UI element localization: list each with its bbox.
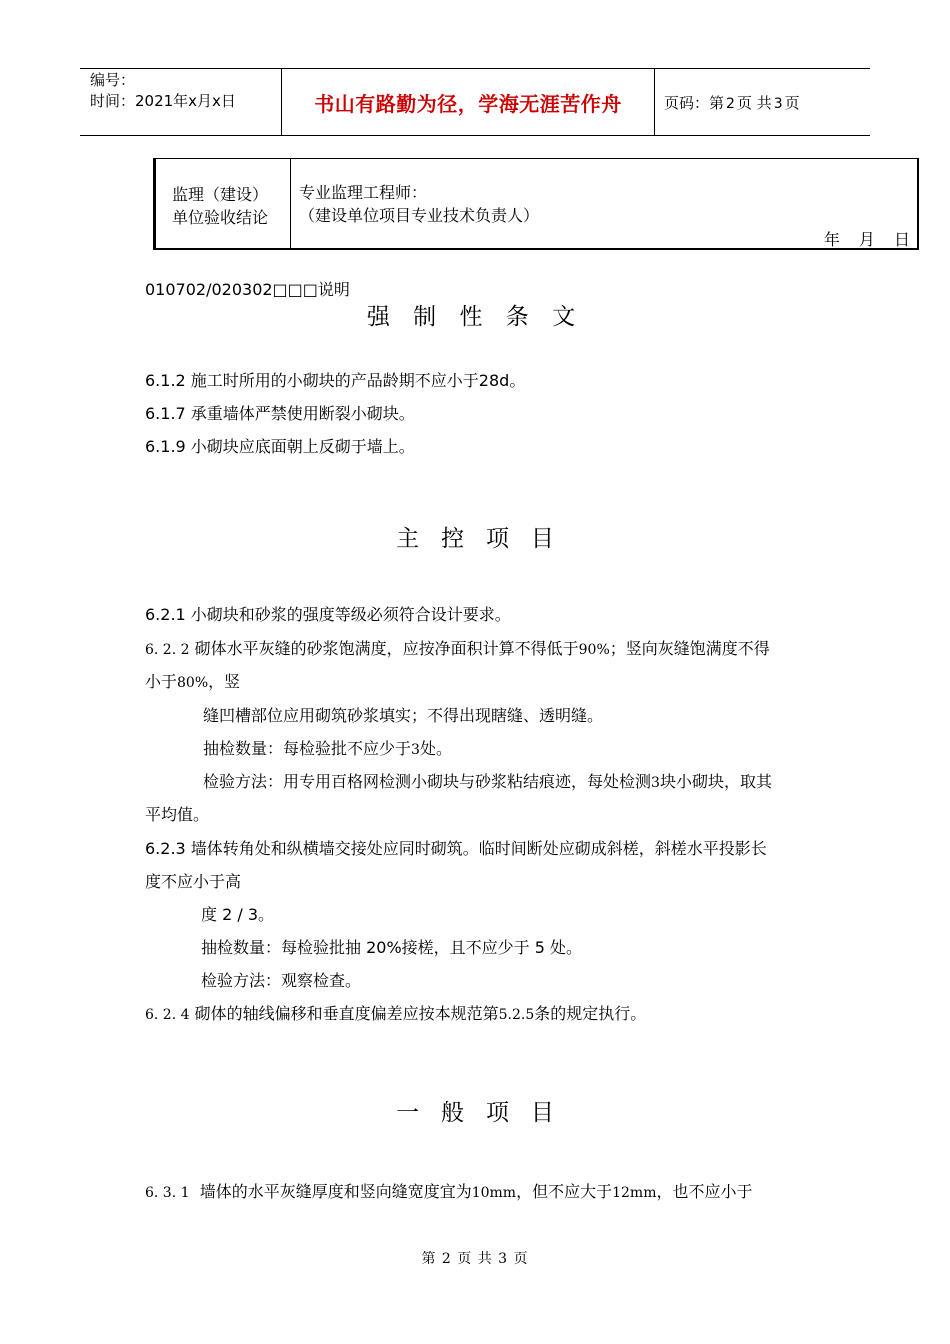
general-item-631-value-1: 10mm — [471, 1185, 517, 1201]
main-item-622-value-1: 90% — [578, 642, 610, 658]
supervision-signers — [299, 181, 539, 227]
main-item-621: 6.2.1 小砌块和砂浆的强度等级必须符合设计要求。 — [145, 605, 511, 624]
method-value: 3 — [651, 775, 660, 791]
supervision-date: 年 月 日 — [823, 230, 911, 249]
general-item-631 — [145, 1181, 753, 1204]
sampling-text-b: 处。 — [419, 739, 452, 758]
engineer-line: 专业监理工程师： — [299, 183, 428, 202]
general-item-631-text-b: ，但不应大于 — [516, 1182, 613, 1201]
supervision-label-line2: 单位验收结论 — [172, 208, 269, 227]
main-item-622-text-d: ，竖 — [208, 672, 241, 691]
general-item-631-text-a: 墙体的水平灰缝厚度和竖向缝宽度宜为 — [199, 1182, 472, 1201]
header-page-indicator — [664, 92, 800, 113]
page-mid: 页 共 — [736, 94, 772, 112]
header-meta — [90, 70, 236, 112]
page-footer: 第 2 页 共 3 页 — [421, 1251, 529, 1267]
supervision-label — [172, 183, 268, 229]
main-item-622-line1 — [145, 638, 770, 661]
main-item-623-method: 检验方法：观察检查。 — [201, 971, 362, 990]
main-item-622-text-a: 砌体水平灰缝的砂浆饱满度，应按净面积计算不得低于 — [194, 639, 579, 658]
general-item-631-text-c: ，也不应小于 — [656, 1182, 753, 1201]
sampling-value: 3 — [411, 742, 420, 758]
main-item-622-sampling — [203, 738, 452, 761]
main-item-624-text-a: 砌体的轴线偏移和垂直度偏差应按本规范第 — [194, 1004, 499, 1023]
supervision-label-line1: 监理（建设） — [172, 185, 269, 204]
document-time-label: 时间：2021年x月x日 — [90, 92, 236, 110]
main-item-623-line3: 度 2 / 3。 — [201, 905, 275, 924]
main-item-623-sampling: 抽检数量：每检验批抽 20%接槎，且不应少于 5 处。 — [201, 938, 583, 957]
document-number-label: 编号： — [90, 71, 136, 89]
header-motto: 书山有路勤为径，学海无涯苦作舟 — [314, 91, 622, 116]
main-item-622-line3: 缝凹槽部位应用砌筑砂浆填实；不得出现瞎缝、透明缝。 — [203, 706, 604, 725]
general-title: 一 般 项 目 — [396, 1100, 554, 1126]
main-item-622-value-2: 80% — [177, 675, 209, 691]
document-code: 010702/020302□□□说明 — [145, 280, 350, 299]
mandatory-title: 强 制 性 条 文 — [366, 304, 584, 330]
supervision-conclusion-box — [153, 158, 919, 250]
main-item-622-text-b: ；竖向灰缝饱满度不得 — [609, 639, 770, 658]
method-text-a: 检验方法：用专用百格网检测小砌块与砂浆粘结痕迹，每处检测 — [203, 772, 652, 791]
general-item-631-value-2: 12mm — [612, 1185, 657, 1201]
mandatory-item-617: 6.1.7 承重墙体严禁使用断裂小砌块。 — [145, 404, 415, 423]
header-divider-right — [654, 68, 655, 136]
mandatory-item-619: 6.1.9 小砌块应底面朝上反砌于墙上。 — [145, 437, 415, 456]
main-item-622-number: 6. 2. 2 — [145, 642, 190, 658]
main-item-624 — [145, 1003, 646, 1026]
page-current: 2 — [726, 96, 735, 112]
general-item-631-number: 6. 3. 1 — [145, 1185, 190, 1201]
owner-line: （建设单位项目专业技术负责人） — [299, 206, 540, 225]
main-item-624-number: 6. 2. 4 — [145, 1007, 190, 1023]
page-total: 3 — [773, 96, 783, 112]
main-item-624-value: 5.2.5 — [498, 1007, 535, 1023]
main-item-622-line2 — [145, 671, 240, 694]
main-item-622-method — [203, 771, 772, 794]
page-suffix: 页 — [784, 94, 800, 112]
main-control-title: 主 控 项 目 — [396, 526, 554, 552]
main-item-622-text-c: 小于 — [145, 672, 178, 691]
supervision-divider — [290, 159, 291, 248]
main-item-624-text-b: 条的规定执行。 — [534, 1004, 647, 1023]
mandatory-item-612: 6.1.2 施工时所用的小砌块的产品龄期不应小于28d。 — [145, 371, 526, 390]
method-text-b: 块小砌块，取其 — [659, 772, 772, 791]
main-item-623-line2: 度不应小于高 — [145, 872, 242, 891]
page-prefix: 页码：第 — [664, 94, 725, 112]
sampling-text-a: 抽检数量：每检验批不应少于 — [203, 739, 412, 758]
main-item-622-line-end: 平均值。 — [145, 805, 210, 824]
main-item-623-line1: 6.2.3 墙体转角处和纵横墙交接处应同时砌筑。临时间断处应砌成斜槎，斜槎水平投影长 — [145, 839, 767, 858]
